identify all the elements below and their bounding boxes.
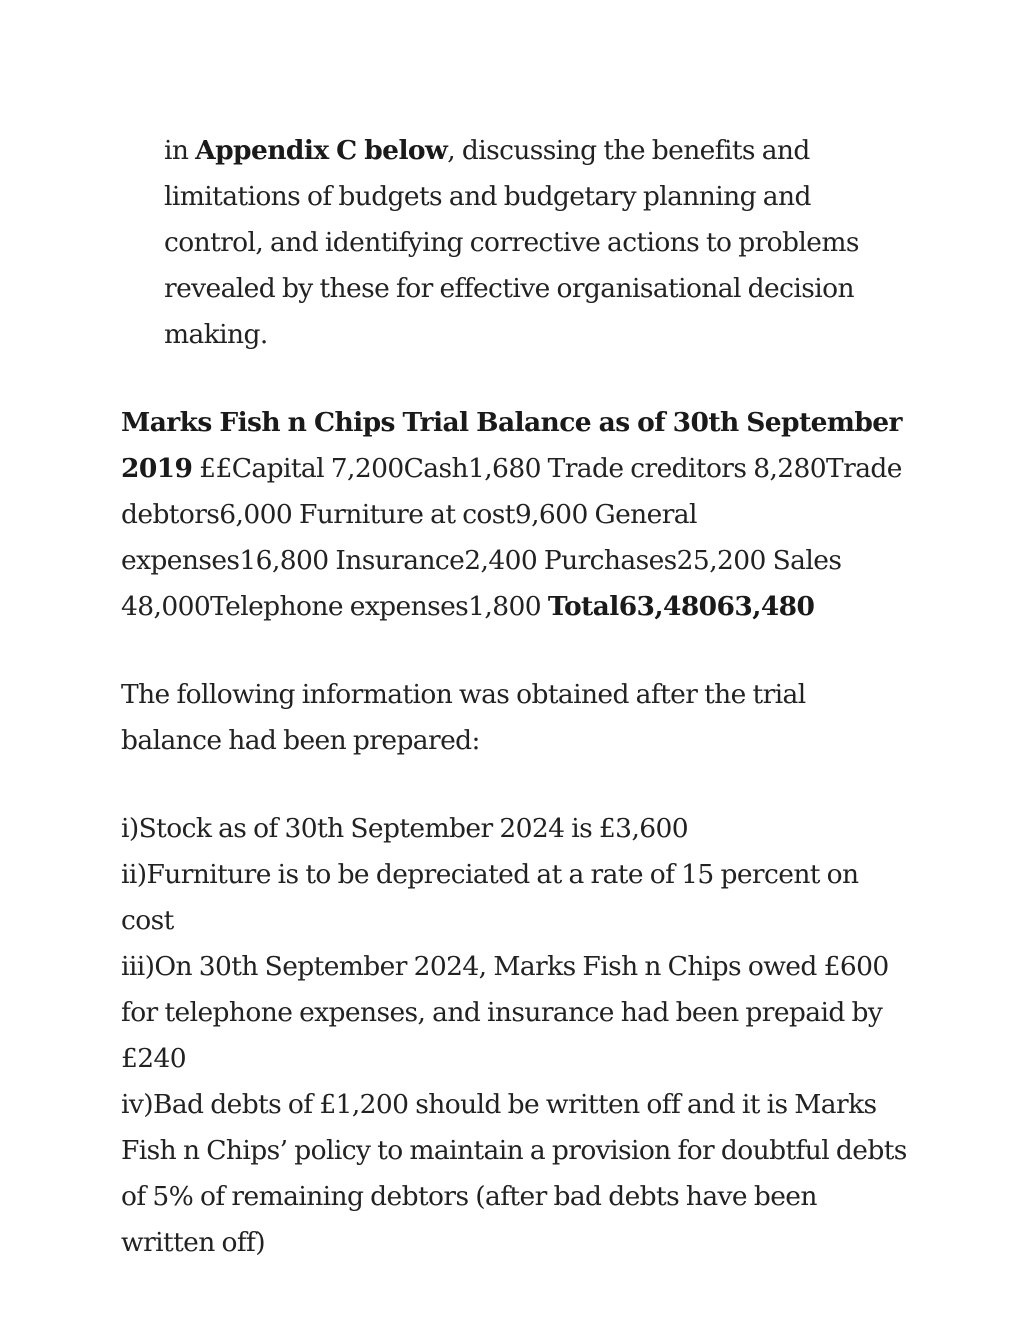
intro-prefix: in xyxy=(164,135,196,166)
trial-balance-entries: ££Capital 7,200Cash1,680 Trade creditors 8,280Trade debtors6,000 Furniture at cost9,600 General expenses16,800 Insurance2,400 Purchases25,200 Sales 48,000Telephone expenses1,800 xyxy=(121,453,902,622)
list-item: iv)Bad debts of £1,200 should be written off and it is Marks Fish n Chips’ policy to maintain a provision for doubtful debts of 5% of remaining debtors (after bad debts have been written off) xyxy=(121,1089,907,1258)
document-page xyxy=(121,128,911,1266)
intro-text: , discussing the benefits and limitations of budgets and budgetary planning and control, and identifying corrective actions to problems revealed by these for effective organisational decision making. xyxy=(164,135,859,350)
intro-paragraph xyxy=(121,128,909,358)
info-intro-paragraph: The following information was obtained after the trial balance had been prepared: xyxy=(121,679,806,756)
trial-balance-paragraph xyxy=(121,400,911,630)
trial-balance-heading: Marks Fish n Chips Trial Balance as of 30th September 2019 xyxy=(121,407,902,484)
list-item: iii)On 30th September 2024, Marks Fish n Chips owed £600 for telephone expenses, and insurance had been prepaid by £240 xyxy=(121,951,889,1074)
list-item: ii)Furniture is to be depreciated at a rate of 15 percent on cost xyxy=(121,859,859,936)
list-item: i)Stock as of 30th September 2024 is £3,600 xyxy=(121,813,689,844)
trial-balance-total: Total63,48063,480 xyxy=(547,591,815,622)
appendix-reference: Appendix C below xyxy=(195,135,448,166)
adjustments-list xyxy=(121,806,911,1266)
